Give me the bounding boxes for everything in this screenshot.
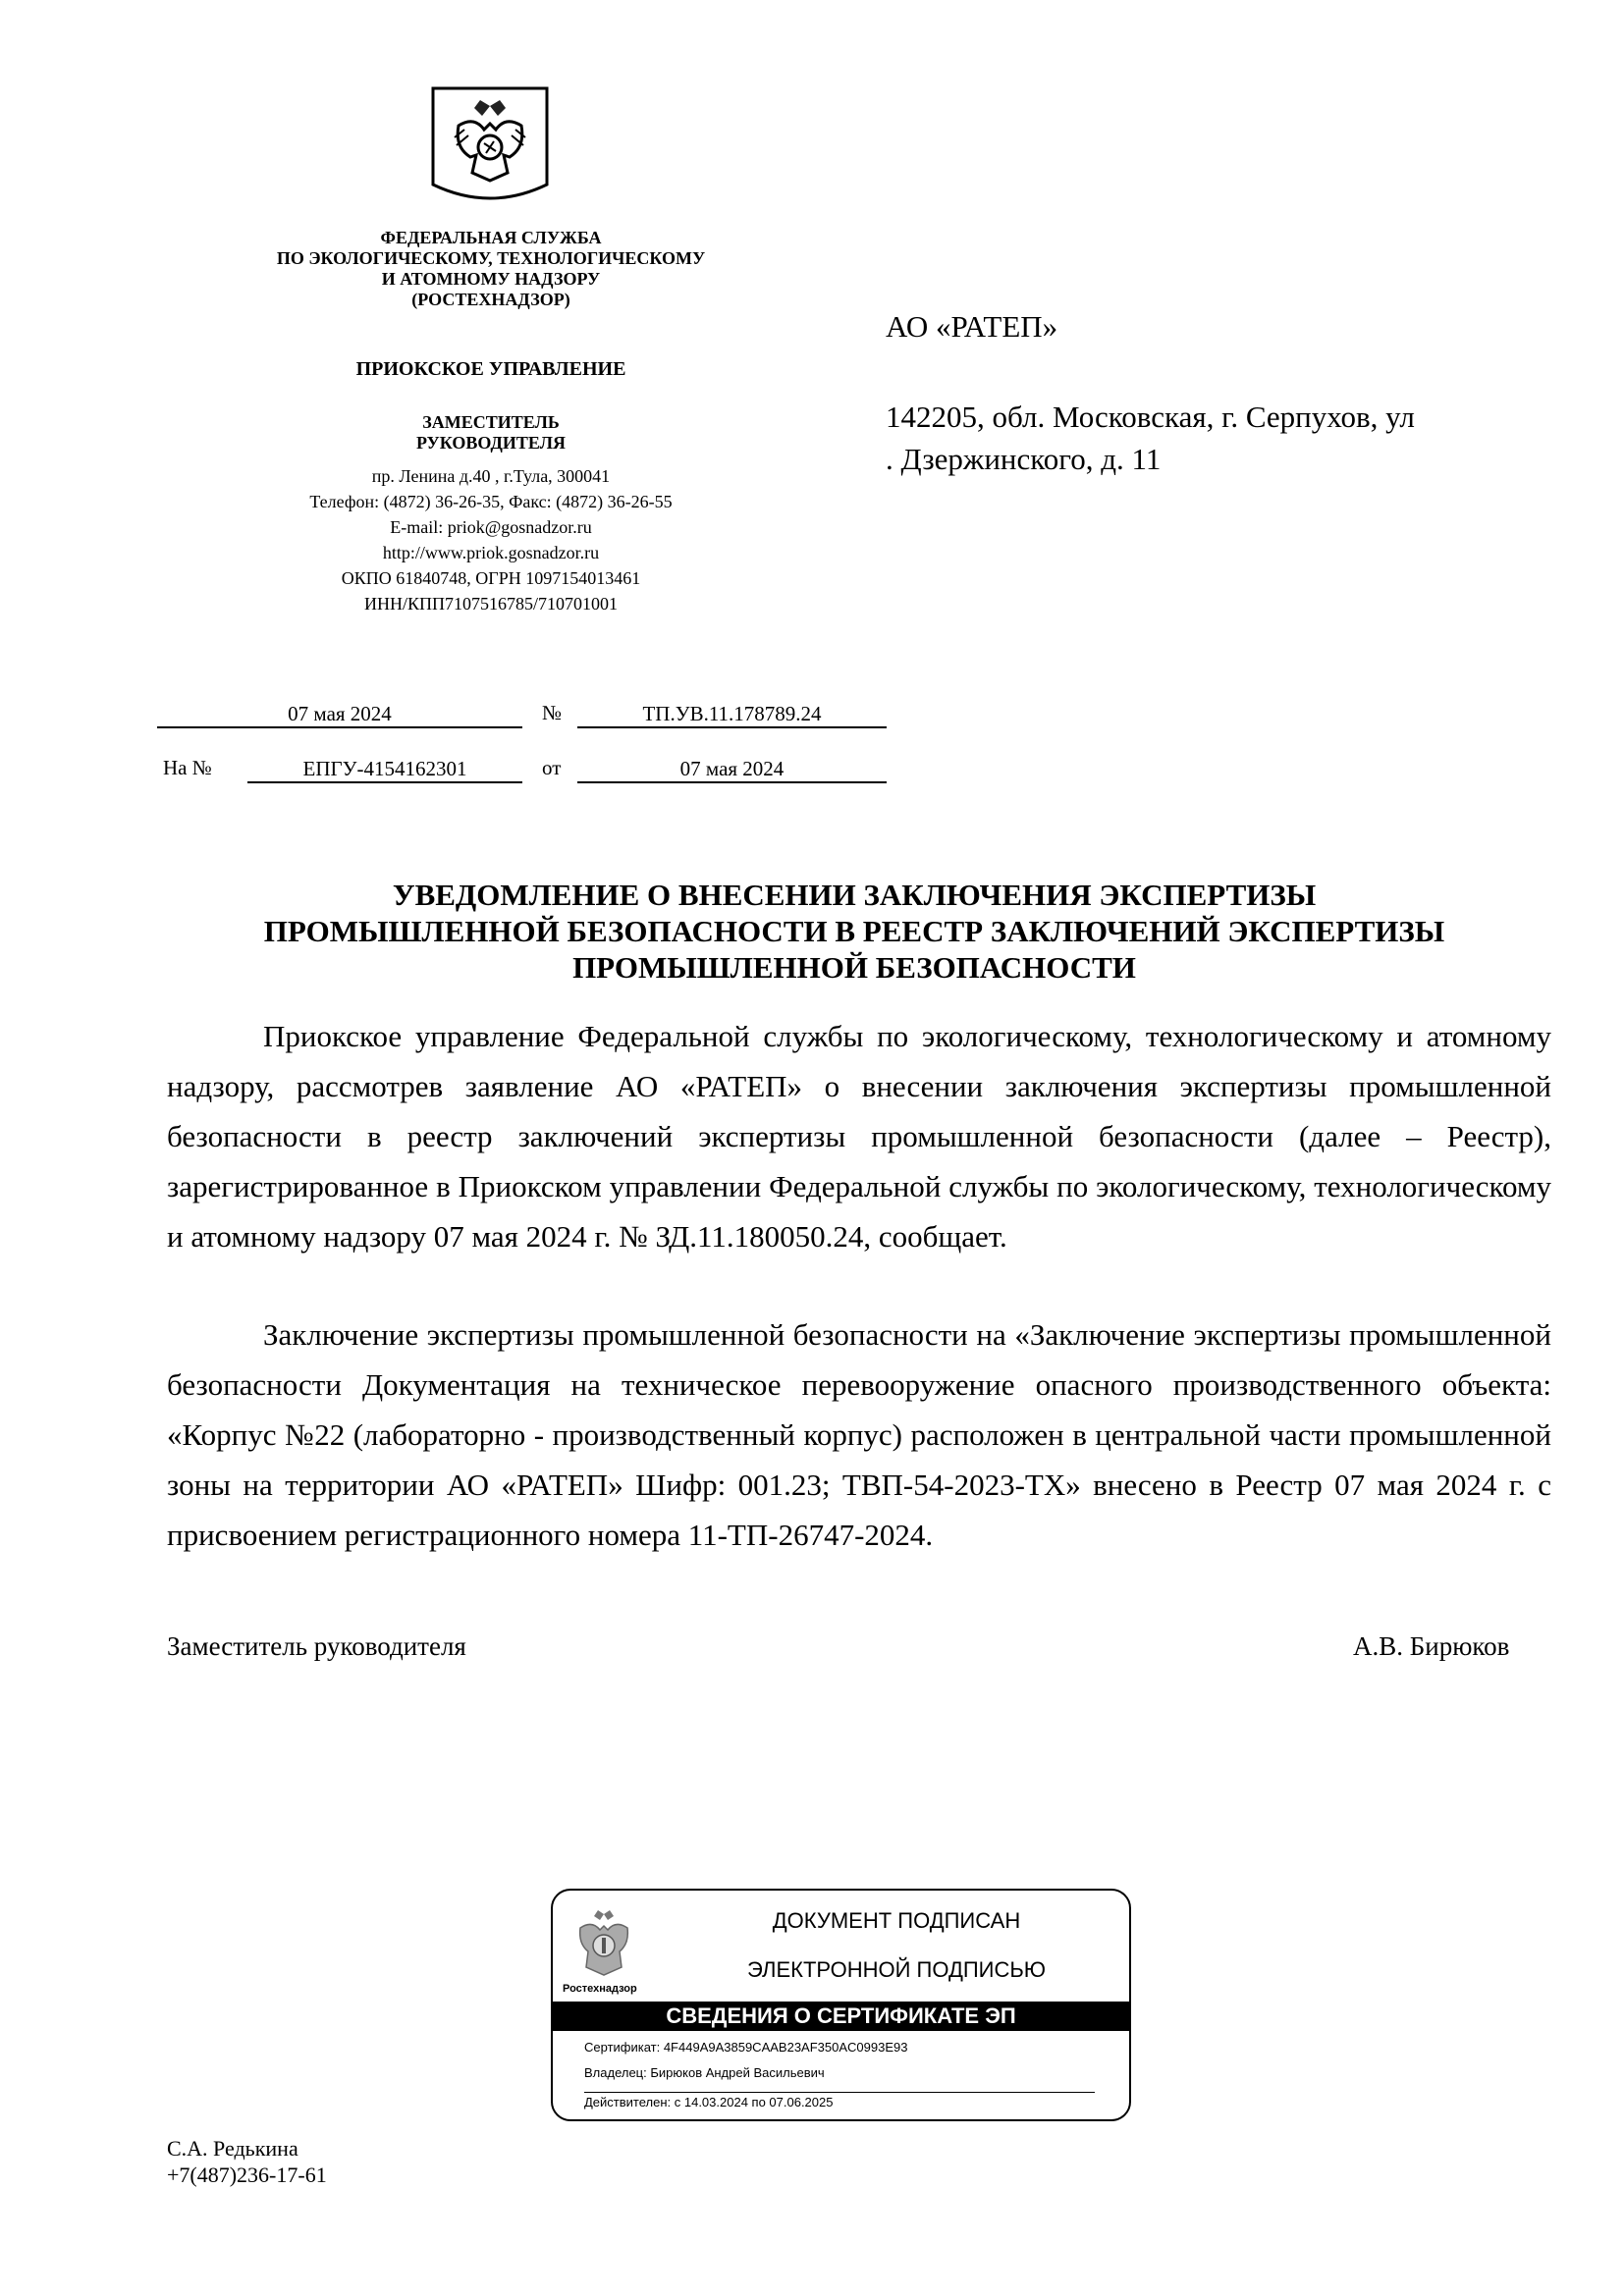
agency-line: (РОСТЕХНАДЗОР)	[411, 290, 570, 309]
reference-from-label: от	[542, 756, 562, 779]
okpo-line: ОКПО 61840748, ОГРН 1097154013461	[341, 568, 641, 588]
number-label: №	[542, 701, 563, 724]
stamp-certificate-id: Сертификат: 4F449A9A3859CAAB23AF350AC0993E93	[584, 2040, 908, 2055]
title-line: УВЕДОМЛЕНИЕ О ВНЕСЕНИИ ЗАКЛЮЧЕНИЯ ЭКСПЕРТИЗЫ	[392, 878, 1317, 912]
agency-line: ФЕДЕРАЛЬНАЯ СЛУЖБА	[380, 228, 602, 247]
sender-position	[255, 412, 727, 454]
document-title	[157, 877, 1551, 986]
e-signature-stamp	[551, 1889, 1131, 2121]
address-line: 142205, обл. Московская, г. Серпухов, ул	[886, 400, 1415, 434]
executor-name: С.А. Редькина	[167, 2136, 298, 2161]
body-paragraph: Приокское управление Федеральной службы по экологическому, технологическому и атомному надзору, рассмотрев заявление АО «РАТЕП» о внесении заключения экспертизы промышленной безопасности в реестр заключений экспертизы промышленной безопасности (далее – Реестр), зарегистрированное в Приокском управлении Федеральной службы по экологическому, технологическому и атомному надзору 07 мая 2024 г. № ЗД.11.180050.24, сообщает.	[167, 1019, 1551, 1254]
stamp-owner: Владелец: Бирюков Андрей Васильевич	[584, 2065, 825, 2080]
stamp-heading: ДОКУМЕНТ ПОДПИСАН	[772, 1908, 1021, 1933]
department-name: ПРИОКСКОЕ УПРАВЛЕНИЕ	[355, 358, 626, 380]
executor-info	[167, 2135, 327, 2188]
reference-number: ЕПГУ-4154162301	[247, 756, 522, 783]
agency-line: И АТОМНОМУ НАДЗОРУ	[381, 269, 601, 289]
recipient-address	[886, 396, 1573, 480]
email-line: E-mail: priok@gosnadzor.ru	[390, 517, 592, 537]
signatory-name: А.В. Бирюков	[1353, 1631, 1510, 1661]
website-line: http://www.priok.gosnadzor.ru	[382, 543, 600, 562]
rostekhnadzor-logo-icon	[572, 1908, 635, 1979]
body-paragraph: Заключение экспертизы промышленной безопасности на «Заключение экспертизы промышленной безопасности Документация на техническое перевооружение опасного производственного объекта: «Корпус №22 (лабораторно - производственный корпус) расположен в центральной части промышленной зоны на территории АО «РАТЕП» Шифр: 001.23; ТВП-54-2023-ТХ» внесено в Реестр 07 мая 2024 г. с присвоением регистрационного номера 11-ТП-26747-2024.	[167, 1317, 1551, 1552]
phone-line: Телефон: (4872) 36-26-35, Факс: (4872) 36-26-55	[309, 492, 673, 511]
stamp-organization: Ростехнадзор	[563, 1983, 637, 1995]
title-line: ПРОМЫШЛЕННОЙ БЕЗОПАСНОСТИ	[572, 950, 1136, 985]
stamp-certificate-header: СВЕДЕНИЯ О СЕРТИФИКАТЕ ЭП	[553, 2002, 1129, 2031]
outgoing-number: ТП.УВ.11.178789.24	[577, 701, 887, 728]
agency-line: ПО ЭКОЛОГИЧЕСКОМУ, ТЕХНОЛОГИЧЕСКОМУ	[276, 248, 706, 268]
agency-name	[157, 228, 825, 310]
signatory-position: Заместитель руководителя	[167, 1631, 466, 1661]
title-line: ПРОМЫШЛЕННОЙ БЕЗОПАСНОСТИ В РЕЕСТР ЗАКЛЮЧЕНИЙ ЭКСПЕРТИЗЫ	[263, 914, 1445, 948]
stamp-heading: ЭЛЕКТРОННОЙ ПОДПИСЬЮ	[746, 1957, 1047, 1982]
address-line: . Дзержинского, д. 11	[886, 442, 1162, 476]
position-line: ЗАМЕСТИТЕЛЬ	[422, 412, 560, 432]
position-line: РУКОВОДИТЕЛЯ	[415, 433, 567, 453]
inn-line: ИНН/КПП7107516785/710701001	[363, 594, 618, 614]
executor-phone: +7(487)236-17-61	[167, 2163, 327, 2187]
contact-details	[157, 463, 825, 616]
reference-label: На №	[163, 756, 212, 779]
address-line: пр. Ленина д.40 , г.Тула, 300041	[371, 466, 611, 486]
reference-date: 07 мая 2024	[577, 756, 887, 783]
recipient-name: АО «РАТЕП»	[886, 309, 1058, 344]
stamp-validity: Действителен: с 14.03.2024 по 07.06.2025	[584, 2092, 1095, 2109]
outgoing-date: 07 мая 2024	[157, 701, 522, 728]
coat-of-arms-icon	[429, 86, 551, 214]
